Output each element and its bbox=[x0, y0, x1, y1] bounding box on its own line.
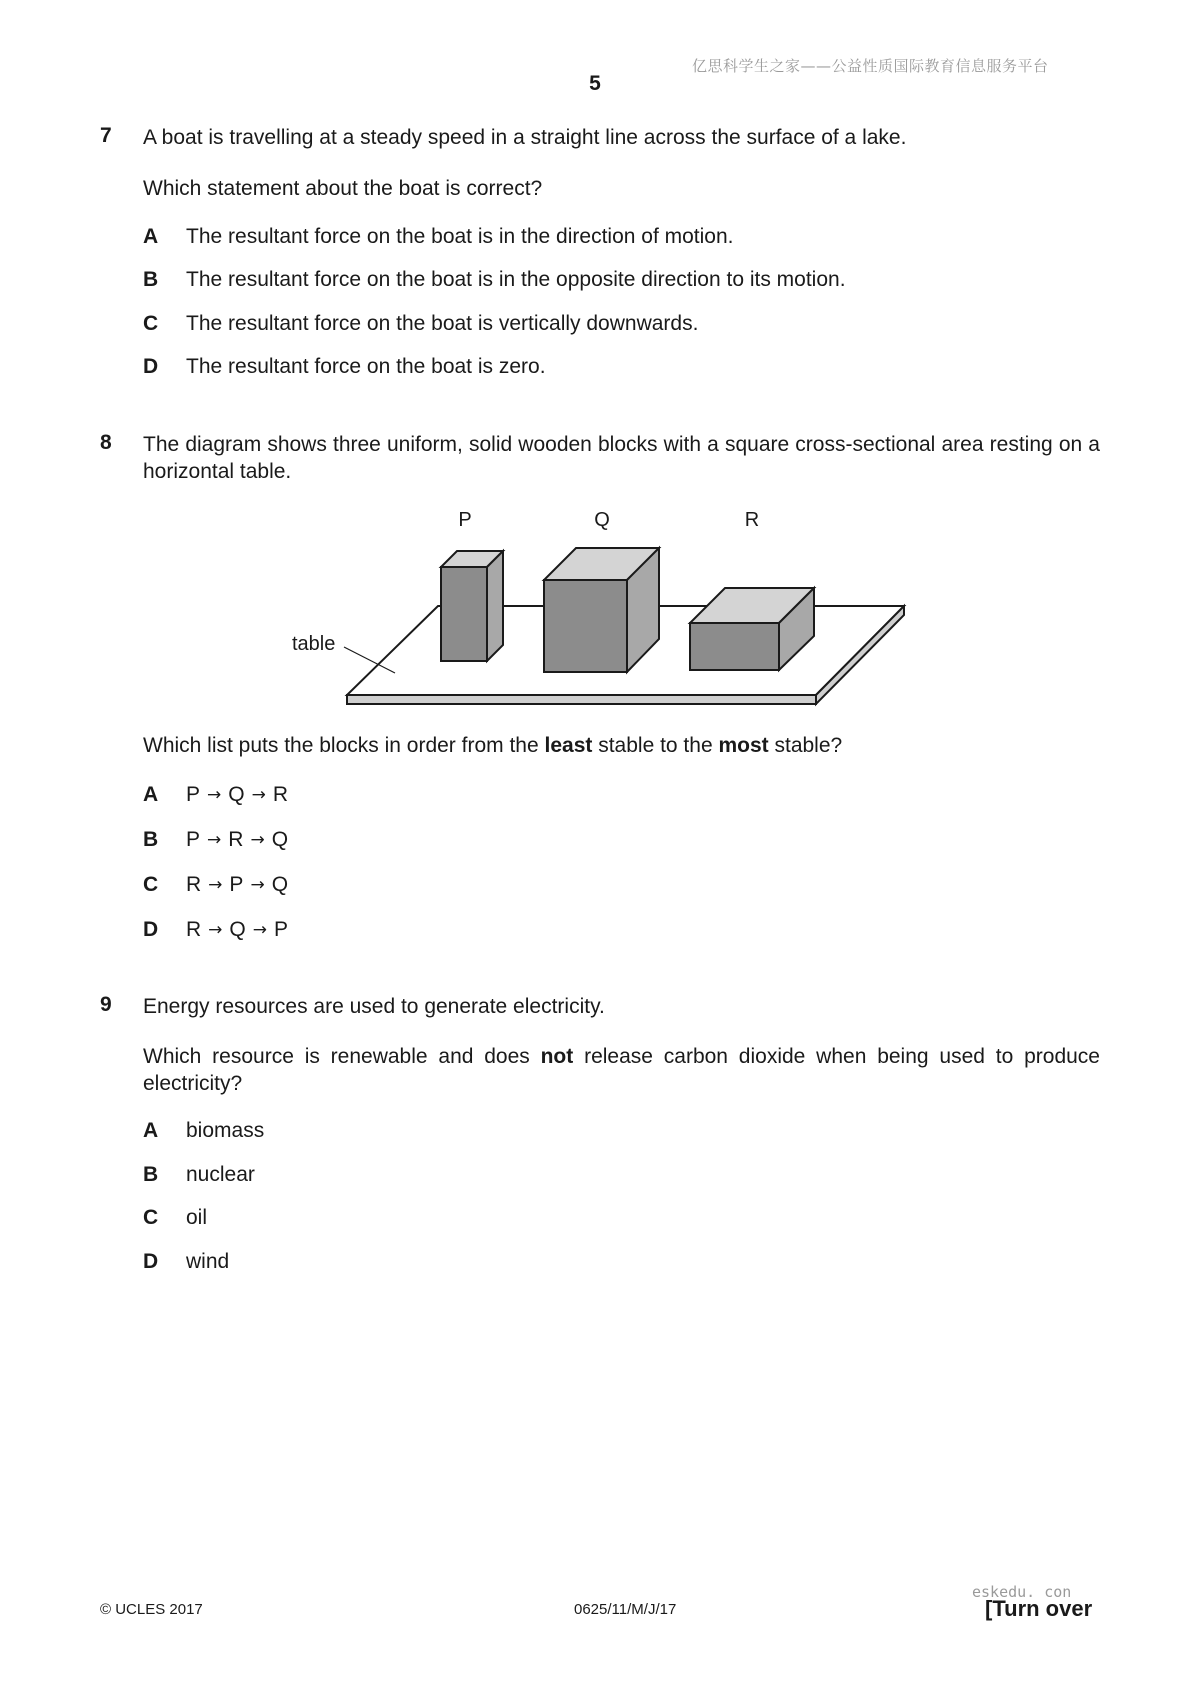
option-letter: C bbox=[143, 1206, 159, 1229]
option-letter: A bbox=[143, 225, 159, 248]
footer-copyright: © UCLES 2017 bbox=[100, 1601, 203, 1618]
turn-over-label: [Turn over bbox=[985, 1596, 1093, 1621]
page-number: 5 bbox=[589, 72, 601, 95]
seq-item: P bbox=[274, 918, 289, 941]
option-letter: D bbox=[143, 918, 159, 941]
option-text: biomass bbox=[186, 1119, 265, 1142]
question-9-number: 9 bbox=[100, 993, 112, 1016]
seq-item: P bbox=[186, 783, 201, 806]
prompt-text: release carbon dioxide when being used to produce electricity? bbox=[143, 1045, 1100, 1095]
option-letter: A bbox=[143, 783, 159, 806]
block-r-label: R bbox=[744, 509, 760, 531]
q8-option-b[interactable] bbox=[143, 826, 288, 855]
arrow-icon: → bbox=[208, 920, 223, 940]
seq-item: P bbox=[186, 828, 201, 851]
block-p-side bbox=[487, 551, 503, 661]
seq-item: R bbox=[272, 783, 289, 806]
arrow-icon: → bbox=[208, 875, 223, 895]
question-8-number: 8 bbox=[100, 431, 112, 454]
q7-option-b[interactable] bbox=[143, 266, 846, 293]
block-p-front bbox=[441, 567, 487, 661]
q9-option-d[interactable] bbox=[143, 1248, 229, 1275]
q7-option-a[interactable] bbox=[143, 223, 733, 250]
q9-option-c[interactable] bbox=[143, 1204, 207, 1231]
question-8-stem: The diagram shows three uniform, solid wooden blocks with a square cross-sectional area resting on a horizontal table. bbox=[143, 433, 1100, 483]
seq-item: P bbox=[229, 873, 244, 896]
option-text: The resultant force on the boat is in the direction of motion. bbox=[186, 225, 734, 248]
option-letter: B bbox=[143, 828, 159, 851]
question-9-prompt bbox=[143, 1043, 1100, 1097]
question-7-stem: A boat is travelling at a steady speed in a straight line across the surface of a lake. bbox=[143, 126, 907, 149]
prompt-emphasis-most: most bbox=[718, 734, 769, 757]
prompt-text: Which list puts the blocks in order from the bbox=[143, 734, 545, 757]
option-text: wind bbox=[186, 1250, 230, 1273]
arrow-icon: → bbox=[250, 830, 265, 850]
option-text: The resultant force on the boat is zero. bbox=[186, 355, 546, 378]
block-q-label: Q bbox=[594, 509, 610, 531]
q7-option-d[interactable] bbox=[143, 353, 546, 380]
seq-item: Q bbox=[229, 918, 246, 941]
arrow-icon: → bbox=[207, 830, 222, 850]
table-front-edge bbox=[347, 695, 816, 704]
footer-paper-code: 0625/11/M/J/17 bbox=[574, 1601, 677, 1618]
option-text: nuclear bbox=[186, 1163, 255, 1186]
option-letter: B bbox=[143, 1163, 159, 1186]
prompt-emphasis-not: not bbox=[540, 1045, 574, 1068]
q8-option-d[interactable] bbox=[143, 916, 288, 945]
footer-watermark: eskedu. con bbox=[972, 1583, 1072, 1601]
seq-item: R bbox=[186, 918, 202, 941]
arrow-icon: → bbox=[252, 920, 268, 940]
q8-option-a[interactable] bbox=[143, 781, 288, 810]
seq-item: Q bbox=[271, 828, 289, 851]
header-watermark: 亿思科学生之家——公益性质国际教育信息服务平台 bbox=[692, 57, 1049, 75]
blocks-diagram bbox=[280, 500, 920, 720]
question-8-prompt bbox=[143, 732, 1100, 759]
arrow-icon: → bbox=[207, 785, 222, 805]
prompt-text: stable? bbox=[768, 734, 843, 757]
option-letter: C bbox=[143, 312, 159, 335]
prompt-emphasis-least: least bbox=[544, 734, 593, 757]
seq-item: R bbox=[228, 828, 244, 851]
arrow-icon: → bbox=[250, 875, 265, 895]
option-letter: D bbox=[143, 355, 159, 378]
option-letter: C bbox=[143, 873, 159, 896]
option-text: The resultant force on the boat is in the opposite direction to its motion. bbox=[186, 268, 846, 291]
prompt-text: stable to the bbox=[592, 734, 719, 757]
q9-option-a[interactable] bbox=[143, 1117, 264, 1144]
option-text: oil bbox=[186, 1206, 208, 1229]
seq-item: Q bbox=[271, 873, 289, 896]
seq-item: R bbox=[186, 873, 202, 896]
option-text: The resultant force on the boat is vertically downwards. bbox=[186, 312, 699, 335]
q8-option-c[interactable] bbox=[143, 871, 288, 900]
q9-option-b[interactable] bbox=[143, 1161, 255, 1188]
block-p-label: P bbox=[458, 509, 472, 531]
question-7-prompt: Which statement about the boat is correct? bbox=[143, 177, 543, 200]
block-q-front bbox=[544, 580, 627, 672]
table-label: table bbox=[292, 633, 336, 655]
arrow-icon: → bbox=[251, 785, 266, 805]
block-r-front bbox=[690, 623, 779, 670]
seq-item: Q bbox=[228, 783, 245, 806]
option-letter: B bbox=[143, 268, 159, 291]
option-letter: D bbox=[143, 1250, 159, 1273]
prompt-text: Which resource is renewable and does bbox=[143, 1045, 541, 1068]
question-9-stem: Energy resources are used to generate electricity. bbox=[143, 995, 605, 1018]
question-7-number: 7 bbox=[100, 124, 112, 147]
q7-option-c[interactable] bbox=[143, 310, 698, 337]
option-letter: A bbox=[143, 1119, 159, 1142]
